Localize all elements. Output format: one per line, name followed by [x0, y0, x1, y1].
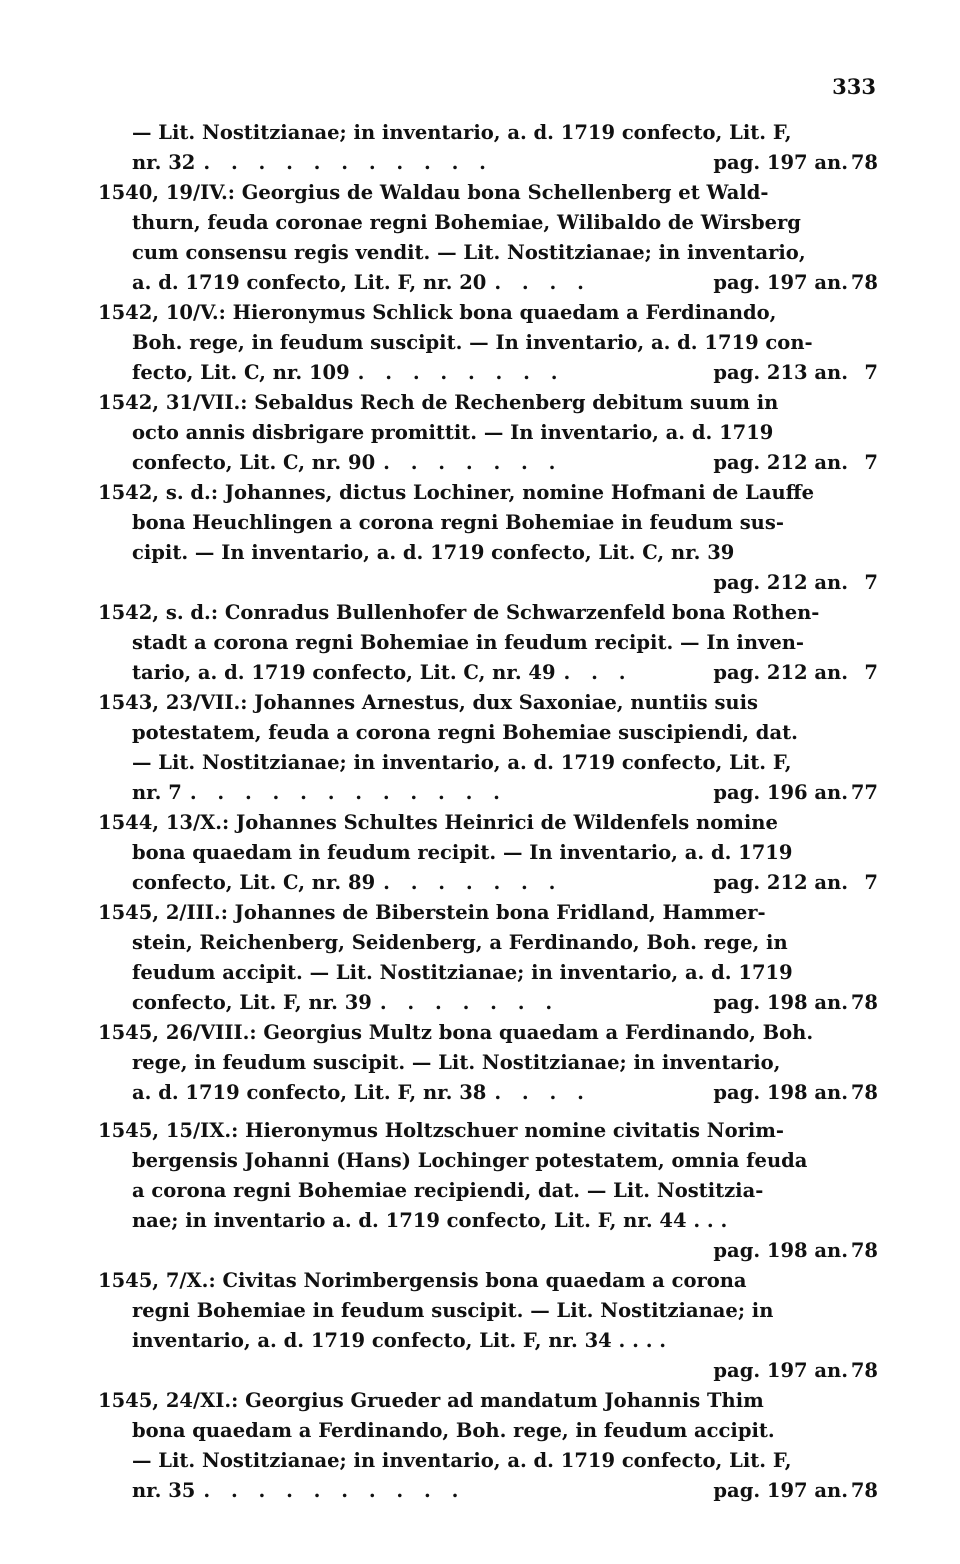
reference-lead: nr. 32 [132, 151, 196, 174]
page-reference: pag. 196 an. [713, 781, 848, 804]
entry-heading-line: 1542, s. d.: Johannes, dictus Lochiner, nomine Hofmani de Lauffe [98, 481, 815, 504]
entry-reference-line [98, 1078, 878, 1108]
entry-text-line: bona quaedam a Ferdinando, Boh. rege, in feudum accipit. [132, 1419, 775, 1442]
annex-number: 7 [864, 361, 878, 384]
page-reference: pag. 198 an. [713, 1081, 848, 1104]
page-reference: pag. 197 an. [713, 151, 848, 174]
page-reference: pag. 213 an. [713, 361, 848, 384]
annex-number: 78 [850, 271, 878, 294]
entry-text-line: bona Heuchlingen a corona regni Bohemiae in feudum sus- [132, 511, 784, 534]
leader-dots: . . . . [494, 1081, 591, 1104]
entry-heading-line: 1542, 31/VII.: Sebaldus Rech de Rechenberg debitum suum in [98, 391, 779, 414]
reference-lead: nr. 35 [132, 1479, 196, 1502]
entry-text-line: a corona regni Bohemiae recipiendi, dat. — Lit. Nostitzia- [132, 1179, 764, 1202]
register-entry [98, 688, 878, 808]
entry-text-line: potestatem, feuda a corona regni Bohemiae suscipiendi, dat. [132, 721, 798, 744]
leader-dots: . . . [563, 661, 633, 684]
page-reference: pag. 198 an. [713, 991, 848, 1014]
entry-reference-line [98, 448, 878, 478]
leader-dots: . . . . . . . [383, 451, 563, 474]
register-entry [98, 118, 878, 178]
entry-heading-line: — Lit. Nostitzianae; in inventario, a. d. 1719 confecto, Lit. F, [132, 121, 792, 144]
entry-text-line: feudum accipit. — Lit. Nostitzianae; in inventario, a. d. 1719 [132, 961, 793, 984]
entry-text-line: — Lit. Nostitzianae; in inventario, a. d. 1719 confecto, Lit. F, [132, 751, 792, 774]
annex-number: 7 [864, 571, 878, 594]
page-reference: pag. 197 an. [713, 271, 848, 294]
register-entry [98, 808, 878, 898]
entry-text-line: — Lit. Nostitzianae; in inventario, a. d. 1719 confecto, Lit. F, [132, 1449, 792, 1472]
entry-heading-line: 1545, 15/IX.: Hieronymus Holtzschuer nomine civitatis Norim- [98, 1119, 785, 1142]
entry-reference-line [98, 778, 878, 808]
entry-text-line: nae; in inventario a. d. 1719 confecto, Lit. F, nr. 44 . . . [132, 1209, 728, 1232]
entry-heading-line: 1540, 19/IV.: Georgius de Waldau bona Schellenberg et Wald- [98, 181, 769, 204]
entry-text-line: regni Bohemiae in feudum suscipit. — Lit. Nostitzianae; in [132, 1299, 774, 1322]
entry-heading-line: 1544, 13/X.: Johannes Schultes Heinrici de Wildenfels nomine [98, 811, 778, 834]
entry-text-line: stadt a corona regni Bohemiae in feudum recipit. — In inven- [132, 631, 805, 654]
entry-reference-line [98, 268, 878, 298]
entry-reference-line [98, 1476, 878, 1506]
annex-number: 78 [850, 991, 878, 1014]
page-reference: pag. 197 an. [713, 1479, 848, 1502]
entry-reference-line [98, 568, 878, 598]
entry-reference-line [98, 658, 878, 688]
register-entry [98, 898, 878, 1018]
entry-text-line: thurn, feuda coronae regni Bohemiae, Wilibaldo de Wirsberg [132, 211, 801, 234]
leader-dots: . . . . . . . [383, 871, 563, 894]
entry-heading-line: 1543, 23/VII.: Johannes Arnestus, dux Saxoniae, nuntiis suis [98, 691, 758, 714]
entry-text-line: bergensis Johanni (Hans) Lochinger potestatem, omnia feuda [132, 1149, 808, 1172]
leader-dots: . . . . . . . . . . . [203, 151, 493, 174]
page-reference: pag. 212 an. [713, 571, 848, 594]
annex-number: 7 [864, 871, 878, 894]
register-entry [98, 388, 878, 478]
annex-number: 7 [864, 451, 878, 474]
reference-lead: confecto, Lit. F, nr. 39 [132, 991, 372, 1014]
register-entries [98, 118, 878, 1506]
entry-heading-line: 1545, 7/X.: Civitas Norimbergensis bona quaedam a corona [98, 1269, 747, 1292]
reference-lead: tario, a. d. 1719 confecto, Lit. C, nr. 49 [132, 661, 556, 684]
page-reference: pag. 212 an. [713, 661, 848, 684]
entry-heading-line: 1542, 10/V.: Hieronymus Schlick bona quaedam a Ferdinando, [98, 301, 777, 324]
annex-number: 78 [850, 151, 878, 174]
page-reference: pag. 198 an. [713, 1239, 848, 1262]
entry-reference-line [98, 148, 878, 178]
register-entry [98, 478, 878, 598]
register-entry [98, 1386, 878, 1506]
page-number: 333 [832, 74, 876, 99]
annex-number: 7 [864, 661, 878, 684]
entry-reference-line [98, 358, 878, 388]
page-reference: pag. 212 an. [713, 451, 848, 474]
page-reference: pag. 197 an. [713, 1359, 848, 1382]
annex-number: 78 [850, 1081, 878, 1104]
page-reference: pag. 212 an. [713, 871, 848, 894]
reference-lead: a. d. 1719 confecto, Lit. F, nr. 20 [132, 271, 487, 294]
entry-reference-line [98, 868, 878, 898]
entry-text-line: cum consensu regis vendit. — Lit. Nostitzianae; in inventario, [132, 241, 806, 264]
entry-text-line: inventario, a. d. 1719 confecto, Lit. F, nr. 34 . . . . [132, 1329, 667, 1352]
reference-lead: confecto, Lit. C, nr. 89 [132, 871, 376, 894]
reference-lead: a. d. 1719 confecto, Lit. F, nr. 38 [132, 1081, 487, 1104]
entry-text-line: octo annis disbrigare promittit. — In inventario, a. d. 1719 [132, 421, 774, 444]
entry-heading-line: 1545, 2/III.: Johannes de Biberstein bona Fridland, Hammer- [98, 901, 766, 924]
leader-dots: . . . . . . . . . . [203, 1479, 466, 1502]
register-entry [98, 298, 878, 388]
reference-lead: nr. 7 [132, 781, 182, 804]
leader-dots: . . . . . . . . [357, 361, 565, 384]
entry-reference-line [98, 1356, 878, 1386]
entry-reference-line [98, 1236, 878, 1266]
entry-text-line: cipit. — In inventario, a. d. 1719 confecto, Lit. C, nr. 39 [132, 541, 735, 564]
reference-lead: confecto, Lit. C, nr. 90 [132, 451, 376, 474]
leader-dots: . . . . . . . [379, 991, 560, 1014]
entry-heading-line: 1545, 26/VIII.: Georgius Multz bona quaedam a Ferdinando, Boh. [98, 1021, 814, 1044]
entry-text-line: Boh. rege, in feudum suscipit. — In inventario, a. d. 1719 con- [132, 331, 813, 354]
annex-number: 77 [850, 781, 878, 804]
leader-dots: . . . . . . . . . . . . [189, 781, 507, 804]
entry-reference-line [98, 988, 878, 1018]
entry-text-line: bona quaedam in feudum recipit. — In inventario, a. d. 1719 [132, 841, 793, 864]
entry-text-line: rege, in feudum suscipit. — Lit. Nostitzianae; in inventario, [132, 1051, 781, 1074]
entry-heading-line: 1545, 24/XI.: Georgius Grueder ad mandatum Johannis Thim [98, 1389, 764, 1412]
register-entry [98, 178, 878, 298]
register-entry [98, 598, 878, 688]
reference-lead: fecto, Lit. C, nr. 109 [132, 361, 350, 384]
annex-number: 78 [850, 1239, 878, 1262]
register-entry [98, 1018, 878, 1108]
leader-dots: . . . . [494, 271, 591, 294]
entry-heading-line: 1542, s. d.: Conradus Bullenhofer de Schwarzenfeld bona Rothen- [98, 601, 820, 624]
annex-number: 78 [850, 1479, 878, 1502]
register-entry [98, 1116, 878, 1266]
annex-number: 78 [850, 1359, 878, 1382]
register-entry [98, 1266, 878, 1386]
entry-text-line: stein, Reichenberg, Seidenberg, a Ferdinando, Boh. rege, in [132, 931, 788, 954]
